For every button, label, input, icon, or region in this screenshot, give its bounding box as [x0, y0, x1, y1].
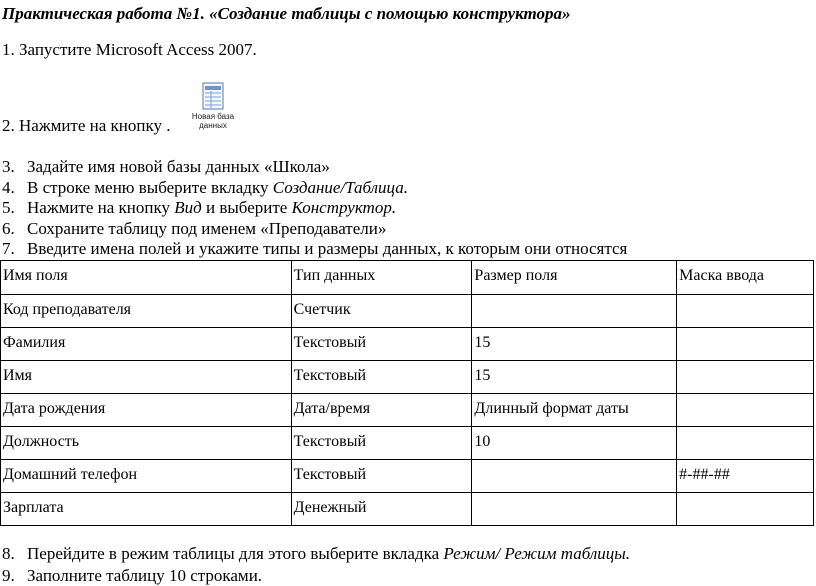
table-cell: Должность — [1, 427, 292, 460]
table-cell: Домашний телефон — [1, 460, 292, 493]
table-cell — [677, 328, 814, 361]
step-item — [2, 239, 627, 260]
table-cell: Длинный формат даты — [472, 394, 677, 427]
new-database-icon — [190, 82, 236, 112]
step-1: 1. Запустите Microsoft Access 2007. — [2, 40, 257, 59]
step-text: Сохраните таблицу под именем «Преподаватели» — [27, 218, 387, 238]
table-cell — [677, 295, 814, 328]
table-cell: Зарплата — [1, 493, 292, 526]
new-database-button — [190, 82, 236, 134]
column-header: Размер поля — [472, 261, 677, 295]
table-row — [1, 460, 814, 493]
step-text: Задайте имя новой базы данных «Школа» — [27, 157, 330, 176]
step-number: 7. — [2, 239, 15, 258]
step-number: 6. — [2, 218, 15, 238]
step-number: 9. — [2, 565, 15, 585]
table-cell: Дата рождения — [1, 394, 292, 427]
column-header: Тип данных — [291, 261, 472, 295]
step-number: 8. — [2, 544, 15, 563]
table-cell — [677, 493, 814, 526]
column-header: Имя поля — [1, 261, 292, 295]
step-text: Режим/ Режим таблицы. — [443, 544, 631, 563]
step-text: Заполните таблицу 10 строками. — [27, 565, 263, 585]
table-row — [1, 295, 814, 328]
step-text: и выберите — [201, 198, 292, 217]
step-text: Вид — [174, 198, 202, 217]
table-cell: Денежный — [291, 493, 472, 526]
step-number: 4. — [2, 177, 15, 197]
table-row — [1, 361, 814, 394]
step-number: 3. — [2, 157, 15, 176]
table-cell: Счетчик — [291, 295, 472, 328]
table-cell — [677, 361, 814, 394]
step-text: Создание/Таблица. — [272, 177, 409, 197]
table-cell — [472, 295, 677, 328]
table-row — [1, 493, 814, 526]
step-item — [2, 565, 630, 586]
step-text: Конструктор. — [291, 198, 397, 217]
table-cell: Текстовый — [291, 328, 472, 361]
steps-list — [2, 157, 627, 260]
table-cell: Имя — [1, 361, 292, 394]
step-2: 2. Нажмите на кнопку . — [2, 116, 171, 135]
new-database-label: Новая база данных — [191, 112, 235, 130]
step-item — [2, 198, 627, 219]
step-text: Нажмите на кнопку — [27, 198, 175, 217]
table-row — [1, 427, 814, 460]
table-cell — [677, 427, 814, 460]
step-text: Введите имена полей и укажите типы и размеры данных, к которым они относятся — [27, 239, 628, 258]
step-item — [2, 219, 627, 240]
table-cell — [677, 394, 814, 427]
table-cell: Дата/время — [291, 394, 472, 427]
document-title: Практическая работа №1. «Создание таблицы с помощью конструктора» — [2, 4, 571, 23]
step-item — [2, 543, 630, 565]
column-header: Маска ввода — [677, 261, 814, 295]
table-cell: Текстовый — [291, 460, 472, 493]
table-cell: 15 — [472, 361, 677, 394]
table-header-row — [1, 261, 814, 295]
table-cell: 10 — [472, 427, 677, 460]
table-cell: Текстовый — [291, 427, 472, 460]
step-item — [2, 178, 627, 199]
table-cell: Текстовый — [291, 361, 472, 394]
table-cell — [472, 460, 677, 493]
table-cell: Код преподавателя — [1, 295, 292, 328]
steps-list-bottom — [2, 543, 630, 586]
step-item — [2, 157, 627, 178]
step-text: Перейдите в режим таблицы для этого выберите вкладка — [27, 544, 444, 563]
table-cell: #-##-## — [677, 460, 814, 493]
table-cell: Фамилия — [1, 328, 292, 361]
step-number: 5. — [2, 198, 15, 217]
step-text: В строке меню выберите вкладку — [27, 177, 273, 197]
fields-table — [0, 260, 814, 526]
table-cell: 15 — [472, 328, 677, 361]
table-cell — [472, 493, 677, 526]
table-row — [1, 328, 814, 361]
table-row — [1, 394, 814, 427]
